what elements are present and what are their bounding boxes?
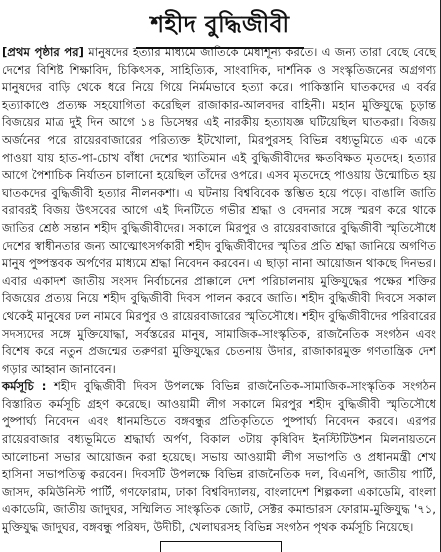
article-body — [0, 44, 440, 537]
program-text: শহীদ বুদ্ধিজীবী দিবস উপলক্ষে বিভিন্ন রাজনৈতিক-সামাজিক-সাংস্কৃতিক সংগঠন বিস্তারিত কর্মসূচি গ্রহণ করেছে। আওয়ামী লীগ সকালে মিরপুর শহীদ বুদ্ধিজীবী স্মৃতিসৌধে পুষ্পার্ঘ্য নিবেদন এবং ধানমন্ডিতে বঙ্গবন্ধুর প্রতিকৃতিতে পুষ্পার্ঘ্য নিবেদন করবে। এরপর রায়েরবাজার বধ্যভূমিতে শ্রদ্ধার্ঘ্য অর্পণ, বিকাল ৩টায় কৃষিবিদ ইনস্টিটিউশন মিলনায়তনে আলোচনা সভার আয়োজন করা হয়েছে। সভায় আওয়ামী লীগ সভাপতি ও প্রধানমন্ত্রী শেখ হাসিনা সভাপতিত্ব করবেন। দিবসটি উপলক্ষে বিভিন্ন রাজনৈতিক দল, বিএনপি, জাতীয় পার্টি, জাসদ, কমিউনিস্ট পার্টি, গণফোরাম, ঢাকা বিশ্ববিদ্যালয়, বাংলাদেশ শিল্পকলা একাডেমি, বাংলা একাডেমি, জাতীয় জাদুঘর, সম্মিলিত সাংস্কৃতিক জোট, সেক্টর কমান্ডারস ফোরাম-মুক্তিযুদ্ধ '৭১, মুক্তিযুদ্ধ জাদুঘর, বঙ্গবন্ধু পরিষদ, উদীচী, খেলাঘরসহ বিভিন্ন সংগঠন পৃথক কর্মসূচি নিয়েছে। — [2, 379, 436, 535]
headline-area — [0, 0, 440, 44]
continued-from-label: [প্রথম পৃষ্ঠার পর] — [2, 45, 84, 59]
article-paragraph — [2, 44, 436, 378]
program-label: কর্মসূচি : — [2, 379, 47, 394]
paragraph-text: মানুষদের হত্যার মাধ্যমে জাতিকে মেধাশূন্য করতে। এ জন্য তারা বেছে বেছে দেশের বিশিষ্ট শিক্ষাবিদ, চিকিৎসক, সাহিত্যিক, সাংবাদিক, দার্শনিক ও সংস্কৃতিজনের অগ্রগণ্য মানুষদের বাড়ি থেকে ধরে নিয়ে গিয়ে নির্মমভাবে হত্যা করে। পাকিস্তানি ঘাতকদের এ বর্বর হত্যাকাণ্ডে প্রত্যক্ষ সহযোগিতা করেছিল রাজাকার-আলবদর বাহিনী। মহান মুক্তিযুদ্ধে চূড়ান্ত বিজয়ের মাত্র দুই দিন আগে ১৪ ডিসেম্বর এই নারকীয় হত্যাযজ্ঞ ঘটিয়েছিল ঘাতকরা। বিজয় অর্জনের পরে রায়েরবাজারের পরিত্যক্ত ইটখোলা, মিরপুরসহ বিভিন্ন বধ্যভূমিতে এক একে পাওয়া যায় হাত-পা-চোখ বাঁধা দেশের খ্যাতিমান এই বুদ্ধিজীবীদের ক্ষতবিক্ষত মৃতদেহ। হত্যার আগে পৈশাচিক নির্যাতন চালানো হয়েছিল তাঁদের ওপরে। এসব মৃতদেহে পাওয়ায় উন্মোচিত হয় ঘাতকদের বুদ্ধিজীবী হত্যার নীলনকশা। এ ঘটনায় বিশ্ববিবেক স্তম্ভিত হয়ে পড়ে। বাঙালি জাতি বরাবরই বিজয় উৎসবের আগে এই দিনটিতে গভীর শ্রদ্ধা ও বেদনার সঙ্গে স্মরণ করে থাকে জাতির শ্রেষ্ঠ সন্তান শহীদ বুদ্ধিজীবীদের। সকালে মিরপুর ও রায়েরবাজারে বুদ্ধিজীবী স্মৃতিসৌধে দেশের স্বাধীনতার জন্য আত্মোৎসর্গকারী শহীদ বুদ্ধিজীবীদের স্মৃতির প্রতি শ্রদ্ধা জানিয়ে অগণিত মানুষ পুষ্পস্তবক অর্পণের মাধ্যমে শ্রদ্ধা নিবেদন করবেন। এ ছাড়া নানা আয়োজন থাকছে দিনভর। এবার একাদশ জাতীয় সংসদ নির্বাচনের প্রাক্কালে দেশ পরিচালনায় মুক্তিযুদ্ধের পক্ষের শক্তির বিজয়ের প্রত্যয় নিয়ে শহীদ বুদ্ধিজীবী দিবস পালন করবে জাতি। শহীদ বুদ্ধিজীবী দিবসে সকাল থেকেই মানুষের ঢল নামবে মিরপুর ও রায়েরবাজারের স্মৃতিসৌধে। শহীদ বুদ্ধিজীবীদের পরিবারের সদস্যদের সঙ্গে মুক্তিযোদ্ধা, সর্বস্তরের মানুষ, সামাজিক-সাংস্কৃতিক, রাজনৈতিক সংগঠন এবং বিশেষ করে নতুন প্রজন্মের তরুণরা মুক্তিযুদ্ধের চেতনায় উদার, রাজাকারমুক্ত গণতান্ত্রিক দেশ গড়ার আহ্বান জানাবেন। — [2, 45, 436, 376]
headline: শহীদ বুদ্ধিজীবী — [136, 6, 303, 49]
next-heading-box-cut — [160, 541, 282, 552]
program-paragraph — [2, 378, 436, 536]
